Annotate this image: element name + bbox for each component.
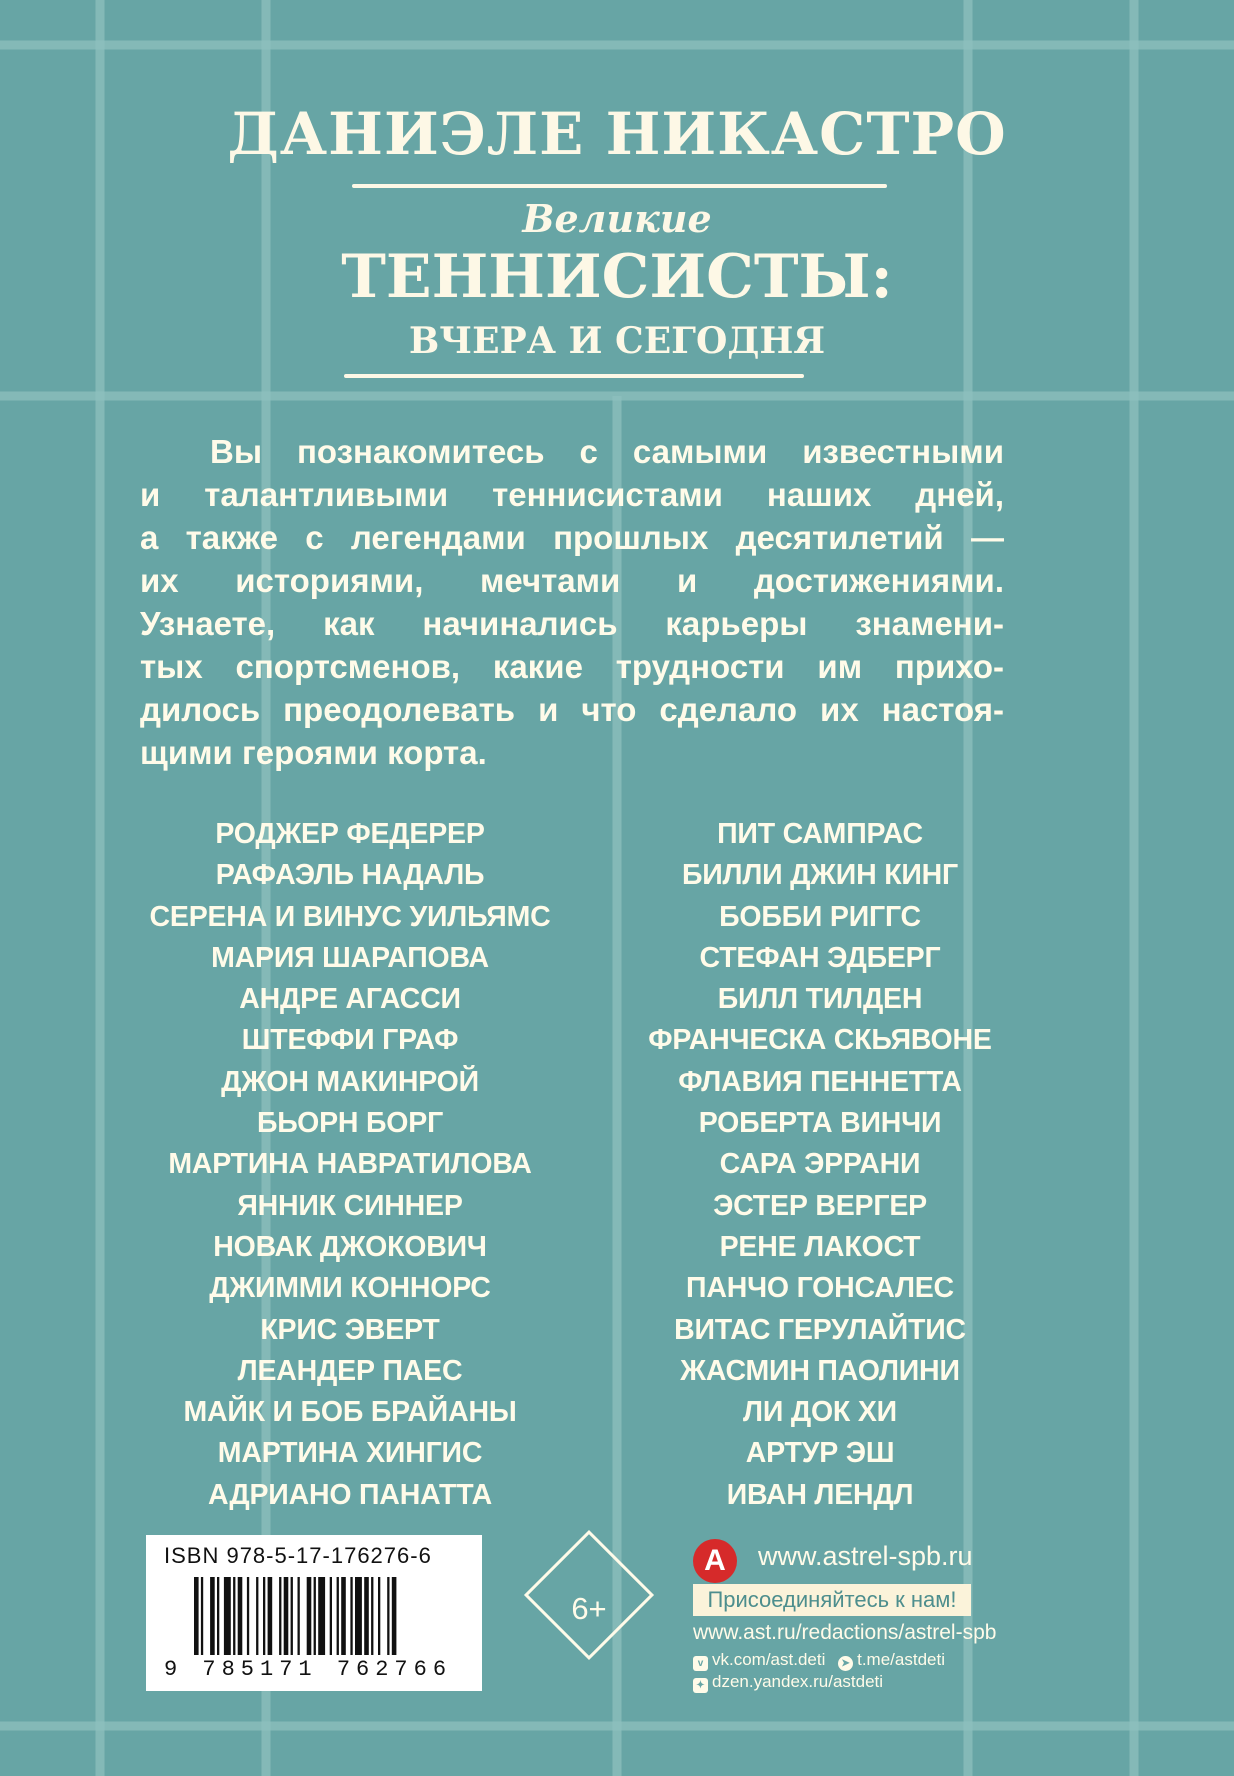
- player-name: РОДЖЕР ФЕДЕРЕР: [215, 818, 485, 850]
- player-name: МАРТИНА НАВРАТИЛОВА: [168, 1148, 532, 1181]
- book-title-script: Великие: [522, 196, 712, 241]
- player-name: СТЕФАН ЭДБЕРГ: [699, 941, 941, 974]
- player-name: ВИТАС ГЕРУЛАЙТИС: [674, 1313, 966, 1346]
- player-name: БОББИ РИГГС: [719, 900, 921, 933]
- telegram-link: t.me/astdeti: [857, 1650, 945, 1669]
- player-name: РЕНЕ ЛАКОСТ: [719, 1230, 921, 1263]
- player-name: БИЛЛИ ДЖИН КИНГ: [681, 859, 959, 892]
- age-rating-label: 6+: [571, 1591, 607, 1626]
- player-name: ФЛАВИЯ ПЕННЕТТА: [678, 1065, 962, 1098]
- player-name: ПИТ САМПРАС: [717, 818, 923, 850]
- player-name: САРА ЭРРАНИ: [719, 1148, 921, 1181]
- blurb-line: их историями, мечтами и достижениями.: [140, 562, 1004, 599]
- player-name: АДРИАНО ПАНАТТА: [207, 1478, 493, 1511]
- blurb-line: щими героями корта.: [140, 734, 487, 771]
- blurb-line: и талантливыми теннисистами наших дней,: [140, 476, 1004, 513]
- player-name: МАРТИНА ХИНГИС: [217, 1437, 483, 1470]
- player-name: ПАНЧО ГОНСАЛЕС: [686, 1272, 954, 1305]
- blurb-line: Вы познакомитесь с самыми известными: [210, 433, 1004, 470]
- title-divider-top: [352, 184, 887, 188]
- player-name: АНДРЕ АГАССИ: [239, 983, 461, 1016]
- barcode-image: [194, 1577, 464, 1655]
- player-name: ЖАСМИН ПАОЛИНИ: [680, 1354, 960, 1387]
- book-author: ДАНИЭЛЕ НИКАСТРО: [227, 100, 1007, 168]
- player-name: ШТЕФФИ ГРАФ: [241, 1024, 459, 1057]
- player-name: МАЙК И БОБ БРАЙАНЫ: [183, 1396, 517, 1429]
- title-divider-bottom: [344, 374, 804, 378]
- book-blurb: [140, 430, 1004, 774]
- player-name: ЛЕАНДЕР ПАЕС: [237, 1354, 463, 1387]
- player-name: МАРИЯ ШАРАПОВА: [211, 941, 489, 974]
- join-us-banner: Присоединяйтесь к нам!: [693, 1584, 971, 1616]
- player-name: ЭСТЕР ВЕРГЕР: [713, 1189, 927, 1222]
- dzen-link: dzen.yandex.ru/astdeti: [712, 1672, 884, 1691]
- player-name: ЛИ ДОК ХИ: [743, 1396, 897, 1429]
- player-name: КРИС ЭВЕРТ: [260, 1313, 440, 1346]
- vk-link: vk.com/ast.deti: [712, 1650, 826, 1669]
- player-name: ЯННИК СИННЕР: [237, 1189, 463, 1222]
- player-name: РАФАЭЛЬ НАДАЛЬ: [215, 859, 485, 892]
- social-links-line-1: [693, 1650, 945, 1671]
- player-name: СЕРЕНА И ВИНУС УИЛЬЯМС: [149, 900, 551, 933]
- blurb-line: тых спортсменов, какие трудности им прихо-: [140, 648, 1004, 685]
- barcode-digits: 9 785171 762766: [164, 1657, 453, 1682]
- publisher-ast-url: www.ast.ru/redactions/astrel-spb: [693, 1621, 997, 1644]
- dzen-icon: ✦: [693, 1678, 708, 1693]
- publisher-logo: А: [693, 1539, 737, 1583]
- isbn-barcode-box: [146, 1535, 482, 1691]
- telegram-icon: ➤: [838, 1656, 853, 1671]
- vk-icon: v: [693, 1656, 708, 1671]
- player-list-right: [580, 814, 1060, 1516]
- publisher-site: www.astrel-spb.ru: [758, 1541, 973, 1571]
- player-name: БЬОРН БОРГ: [256, 1107, 444, 1140]
- book-subtitle: ВЧЕРА И СЕГОДНЯ: [408, 320, 826, 362]
- player-name: НОВАК ДЖОКОВИЧ: [213, 1230, 487, 1263]
- player-list-left: [110, 814, 590, 1516]
- player-name: БИЛЛ ТИЛДЕН: [717, 983, 923, 1016]
- blurb-line: Узнаете, как начинались карьеры знамени-: [140, 605, 1004, 642]
- player-name: ФРАНЧЕСКА СКЬЯВОНЕ: [648, 1024, 992, 1057]
- player-name: ДЖОН МАКИНРОЙ: [221, 1065, 479, 1098]
- player-name: АРТУР ЭШ: [745, 1437, 895, 1470]
- player-name: РОБЕРТА ВИНЧИ: [698, 1107, 942, 1140]
- book-title: ТЕННИСИСТЫ:: [341, 242, 893, 312]
- social-links-line-2: [693, 1672, 883, 1693]
- blurb-line: дилось преодолевать и что сделало их настоя-: [140, 691, 1004, 728]
- isbn-label: ISBN 978-5-17-176276-6: [164, 1543, 432, 1568]
- blurb-line: а также с легендами прошлых десятилетий —: [140, 519, 1004, 556]
- player-name: ДЖИММИ КОННОРС: [209, 1272, 491, 1305]
- player-name: ИВАН ЛЕНДЛ: [726, 1478, 914, 1511]
